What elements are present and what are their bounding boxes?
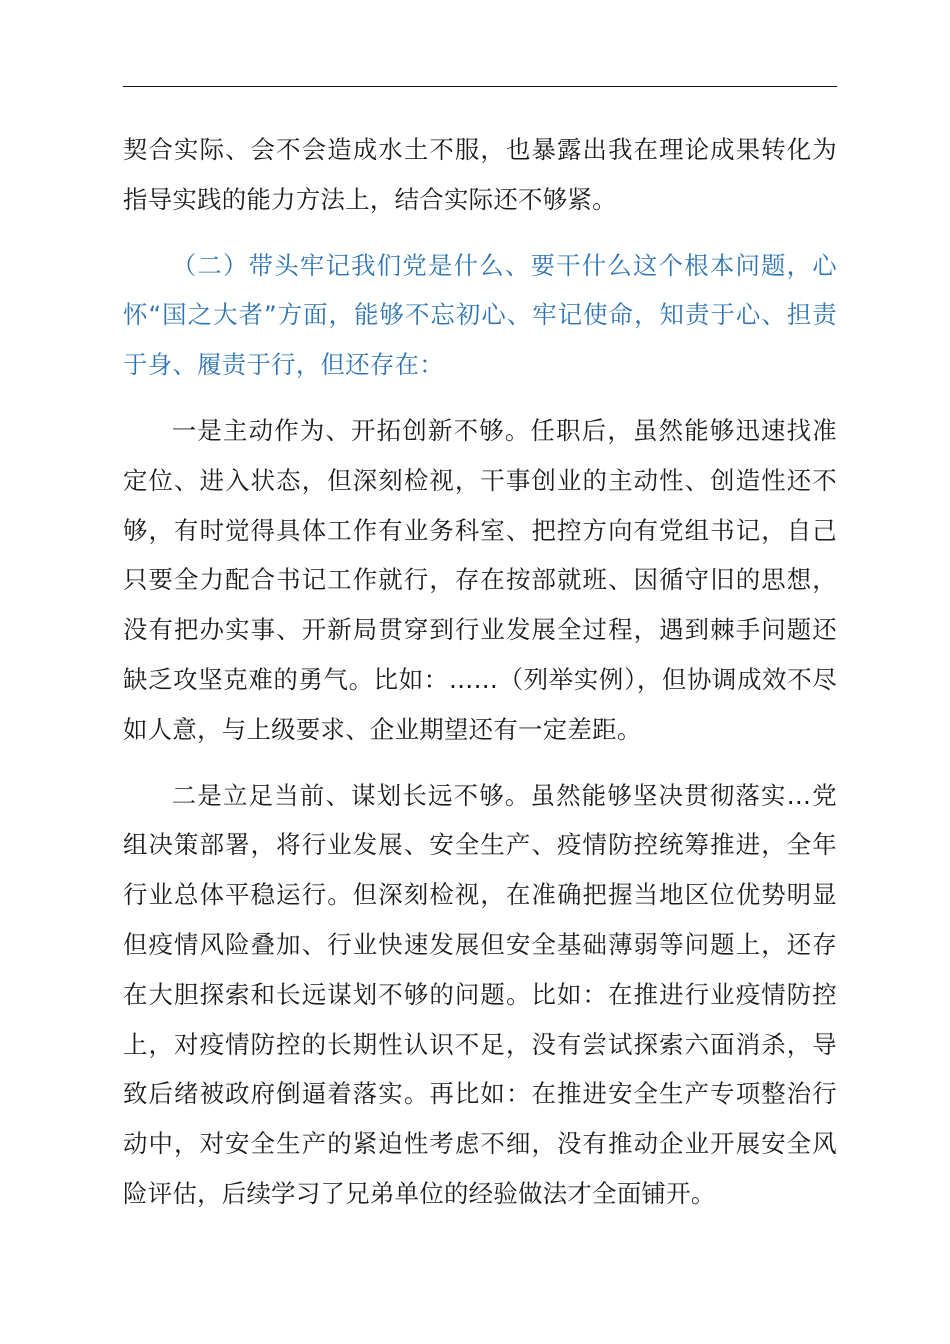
document-body <box>123 125 837 1219</box>
paragraph-point-2: 二是立足当前、谋划长远不够。虽然能够坚决贯彻落实…党组决策部署，将行业发展、安全生产、疫情防控统筹推进，全年行业总体平稳运行。但深刻检视，在准确把握当地区位优势明显但疫情风险叠加、行业快速发展但安全基础薄弱等问题上，还存在大胆探索和长远谋划不够的问题。比如：在推进行业疫情防控上，对疫情防控的长期性认识不足，没有尝试探索六面消杀，导致后绪被政府倒逼着落实。再比如：在推进安全生产专项整治行动中，对安全生产的紧迫性考虑不细，没有推动企业开展安全风险评估，后续学习了兄弟单位的经验做法才全面铺开。 <box>123 780 837 1208</box>
header-rule <box>123 86 837 87</box>
section-heading-2: （二）带头牢记我们党是什么、要干什么这个根本问题，心怀“国之大者”方面，能够不忘初心、牢记使命，知责于心、担责于身、履责于行，但还存在： <box>123 250 837 380</box>
paragraph-continuation: 契合实际、会不会造成水土不服，也暴露出我在理论成果转化为指导实践的能力方法上，结合实际还不够紧。 <box>123 135 837 214</box>
paragraph-point-1: 一是主动作为、开拓创新不够。任职后，虽然能够迅速找准定位、进入状态，但深刻检视，干事创业的主动性、创造性还不够，有时觉得具体工作有业务科室、把控方向有党组书记，自己只要全力配合书记工作就行，存在按部就班、因循守旧的思想，没有把办实事、开新局贯穿到行业发展全过程，遇到棘手问题还缺乏攻坚克难的勇气。比如：……（列举实例），但协调成效不尽如人意，与上级要求、企业期望还有一定差距。 <box>123 415 837 744</box>
